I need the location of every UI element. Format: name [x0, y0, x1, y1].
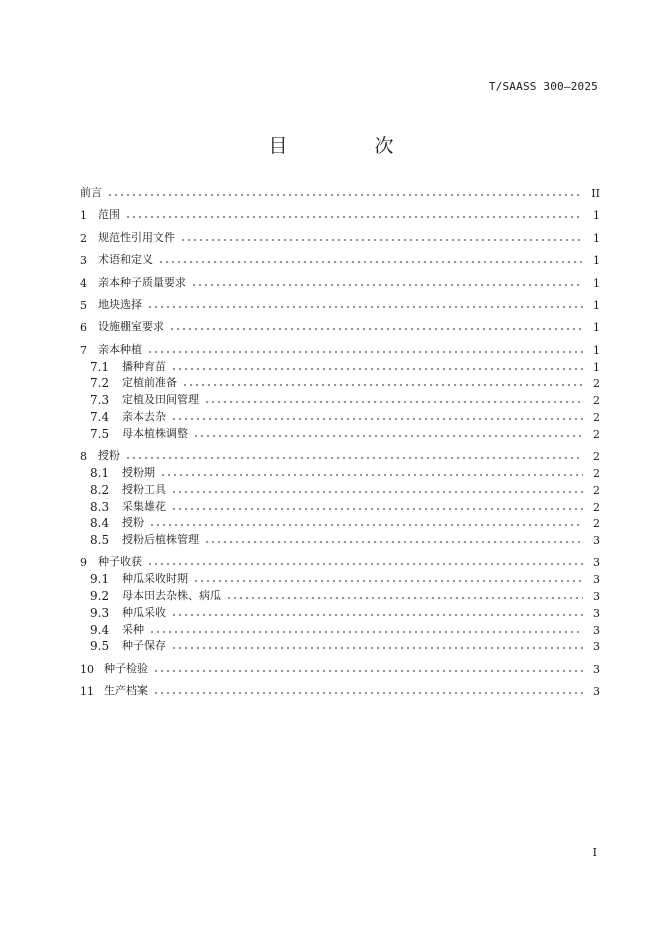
toc-section-entry[interactable]	[80, 390, 600, 407]
toc-chapter-entry[interactable]	[80, 334, 600, 356]
toc-entry-number: 8	[80, 450, 87, 464]
toc-entry-page: 3	[593, 573, 600, 587]
toc-entry-page: 1	[593, 276, 600, 290]
toc-entry-label: 亲本种子质量要求	[98, 275, 186, 289]
toc-section-entry[interactable]	[80, 620, 600, 637]
toc-section-entry[interactable]	[80, 603, 600, 620]
toc-entry-page: 3	[593, 556, 600, 570]
toc-entry-number: 7.1	[90, 359, 110, 374]
dot-leader	[193, 578, 583, 584]
toc-entry-number: 8.4	[90, 516, 110, 531]
dot-leader	[169, 326, 583, 332]
toc-entry-label: 种子保存	[122, 639, 166, 653]
toc-entry-label: 规范性引用文件	[98, 230, 175, 244]
toc-entry-number: 9.2	[90, 589, 110, 604]
toc-entry-page: 3	[593, 640, 600, 654]
toc-entry-label: 定植前准备	[122, 376, 177, 390]
toc-entry-page: 3	[593, 685, 600, 699]
toc-entry-label: 亲本去杂	[122, 409, 166, 423]
dot-leader	[180, 237, 583, 243]
toc-entry-label: 采种	[122, 622, 144, 636]
toc-entry-page: 1	[593, 343, 600, 357]
toc-entry-page: 1	[593, 254, 600, 268]
dot-leader	[191, 282, 583, 288]
toc-section-entry[interactable]	[80, 637, 600, 654]
toc-entry-label: 授粉后植株管理	[122, 533, 199, 547]
toc-entry-number: 8.3	[90, 499, 110, 514]
toc-section-entry[interactable]	[80, 357, 600, 374]
toc-entry-label: 种瓜采收时期	[122, 572, 188, 586]
toc-entry-number: 7.3	[90, 393, 110, 408]
toc-chapter-entry[interactable]	[80, 200, 600, 222]
toc-entry-page: 1	[593, 231, 600, 245]
toc-chapter-entry[interactable]	[80, 245, 600, 267]
toc-entry-number: 9.3	[90, 605, 110, 620]
page-number: I	[592, 846, 597, 859]
toc-entry-page: 3	[593, 534, 600, 548]
toc-chapter-entry[interactable]	[80, 547, 600, 569]
toc-entry-number: 11	[80, 685, 94, 699]
dot-leader	[204, 539, 583, 545]
toc-entry-number: 8.1	[90, 465, 110, 480]
toc-entry-page: 2	[593, 500, 600, 514]
dot-leader	[226, 595, 583, 601]
toc-entry-label: 授粉	[98, 449, 120, 463]
toc-entry-page: 2	[593, 377, 600, 391]
toc-entry-number: 4	[80, 276, 87, 290]
toc-chapter-entry[interactable]	[80, 290, 600, 312]
toc-entry-page: 1	[593, 209, 600, 223]
toc-entry-label: 种瓜采收	[122, 605, 166, 619]
dot-leader	[125, 214, 583, 220]
dot-leader	[171, 489, 583, 495]
toc-entry-label: 授粉期	[122, 465, 155, 479]
dot-leader	[204, 399, 583, 405]
toc-entry-label: 母本田去杂株、病瓜	[122, 589, 221, 603]
toc-entry-number: 7.4	[90, 409, 110, 424]
toc-entry-page: 2	[593, 450, 600, 464]
toc-entry-number: 1	[80, 209, 87, 223]
toc-entry-label: 术语和定义	[98, 253, 153, 267]
toc-entry-number: 9.4	[90, 622, 110, 637]
toc-entry-number: 9.5	[90, 639, 110, 654]
toc-entry-label: 定植及田间管理	[122, 393, 199, 407]
toc-entry-page: 1	[593, 321, 600, 335]
toc-entry-label: 前言	[80, 186, 102, 199]
toc-entry-page: 3	[593, 662, 600, 676]
standard-code: T/SAASS 300—2025	[488, 80, 598, 93]
toc-entry-label: 设施棚室要求	[98, 320, 164, 334]
dot-leader	[158, 259, 583, 265]
dot-leader	[125, 455, 583, 461]
toc-entry-number: 3	[80, 254, 87, 268]
dot-leader	[147, 561, 583, 567]
dot-leader	[149, 522, 583, 528]
toc-section-entry[interactable]	[80, 514, 600, 531]
toc-entry-page: 2	[593, 394, 600, 408]
toc-entry-label: 授粉工具	[122, 482, 166, 496]
toc-section-entry[interactable]	[80, 424, 600, 441]
dot-leader	[147, 304, 583, 310]
page-title: 目 次	[268, 135, 428, 157]
dot-leader	[193, 433, 583, 439]
dot-leader	[171, 645, 583, 651]
dot-leader	[160, 472, 583, 478]
toc-section-entry[interactable]	[80, 530, 600, 547]
toc-chapter-entry[interactable]	[80, 441, 600, 463]
toc-entry-page: 2	[593, 517, 600, 531]
toc-entry-label: 生产档案	[104, 684, 148, 698]
toc-entry-number: 8.2	[90, 482, 110, 497]
toc-entry-page: 2	[593, 427, 600, 441]
dot-leader	[153, 690, 583, 696]
toc-entry-number: 8.5	[90, 533, 110, 548]
toc-entry-number: 6	[80, 321, 87, 335]
dot-leader	[171, 612, 583, 618]
dot-leader	[171, 416, 583, 422]
toc-chapter-entry[interactable]	[80, 222, 600, 244]
toc-entry-number: 9	[80, 556, 87, 570]
toc-entry-label: 母本植株调整	[122, 426, 188, 440]
toc-entry-page: 2	[593, 466, 600, 480]
dot-leader	[153, 668, 583, 674]
toc-entry-page: 2	[593, 483, 600, 497]
toc-section-entry[interactable]	[80, 586, 600, 603]
dot-leader	[182, 382, 583, 388]
dot-leader	[107, 192, 583, 198]
toc-entry-label: 种子收获	[98, 555, 142, 569]
toc-entry-label: 授粉	[122, 516, 144, 530]
table-of-contents	[80, 180, 600, 698]
toc-section-entry[interactable]	[80, 497, 600, 514]
toc-entry-page: 3	[593, 590, 600, 604]
toc-entry-label: 范围	[98, 208, 120, 222]
toc-chapter-entry[interactable]	[80, 676, 600, 698]
toc-entry-label: 种子检验	[104, 661, 148, 675]
toc-section-entry[interactable]	[80, 407, 600, 424]
toc-entry-page: 3	[593, 606, 600, 620]
toc-entry-number: 9.1	[90, 572, 110, 587]
toc-entry-number: 5	[80, 298, 87, 312]
toc-entry-number: 7	[80, 343, 87, 357]
toc-entry-page: II	[591, 187, 600, 200]
toc-chapter-entry[interactable]	[80, 653, 600, 675]
dot-leader	[147, 349, 583, 355]
toc-chapter-entry[interactable]	[80, 267, 600, 289]
dot-leader	[171, 506, 583, 512]
toc-entry-page: 2	[593, 410, 600, 424]
toc-entry-number: 7.2	[90, 376, 110, 391]
toc-entry-label: 播种育苗	[122, 359, 166, 373]
toc-entry-number: 2	[80, 231, 87, 245]
dot-leader	[149, 629, 583, 635]
toc-entry-number: 7.5	[90, 426, 110, 441]
toc-section-entry[interactable]	[80, 569, 600, 586]
toc-entry-label: 采集雄花	[122, 499, 166, 513]
toc-entry-label: 亲本种植	[98, 342, 142, 356]
toc-entry-number: 10	[80, 662, 94, 676]
toc-section-entry[interactable]	[80, 463, 600, 480]
dot-leader	[171, 366, 583, 372]
toc-chapter-entry[interactable]	[80, 312, 600, 334]
toc-section-entry[interactable]	[80, 480, 600, 497]
toc-chapter-entry[interactable]	[80, 180, 600, 200]
toc-entry-page: 3	[593, 623, 600, 637]
toc-entry-page: 1	[593, 360, 600, 374]
toc-entry-label: 地块选择	[98, 297, 142, 311]
toc-section-entry[interactable]	[80, 374, 600, 391]
toc-entry-page: 1	[593, 298, 600, 312]
